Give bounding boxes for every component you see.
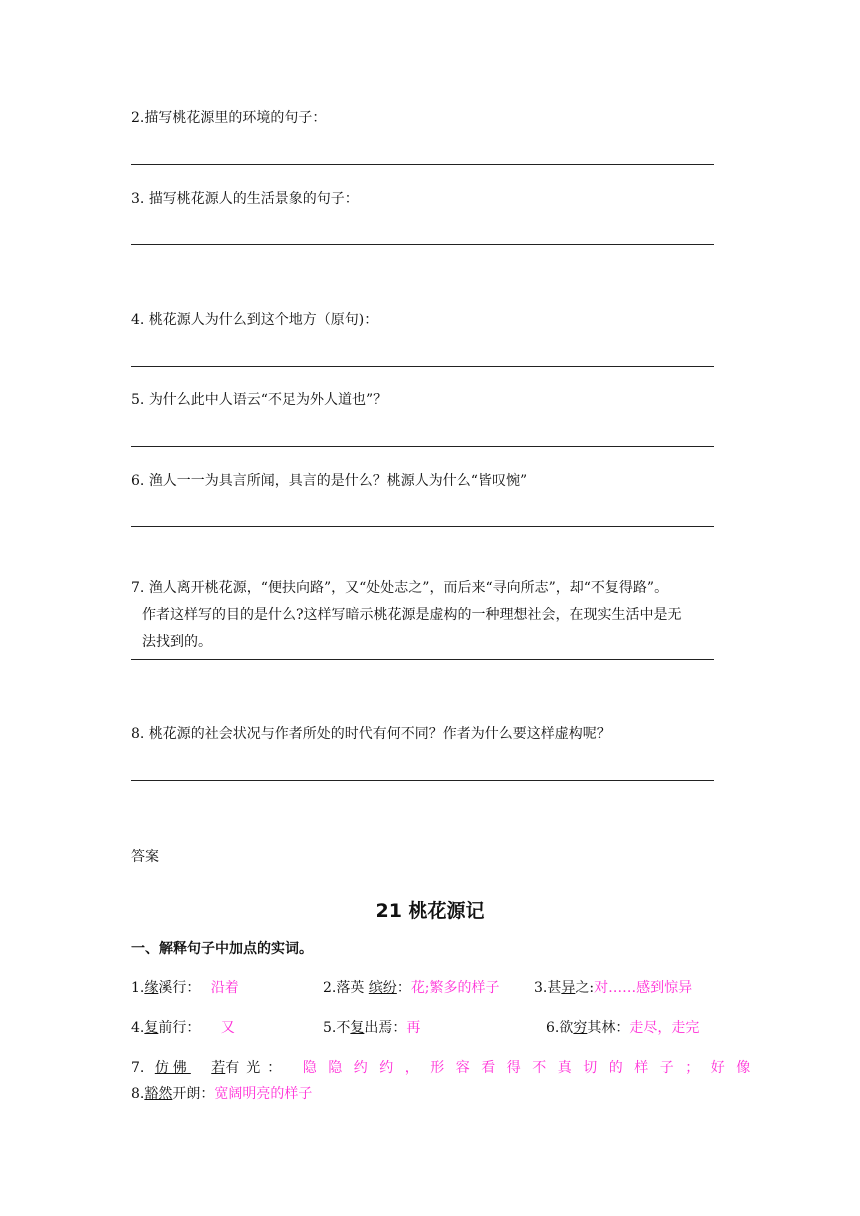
question-2 [131,108,326,128]
answer-line[interactable] [131,366,714,367]
question-number: 2. [131,110,145,126]
answer-row-7: 7. 仿佛 若有光： 隐隐约约，形容看得不真切的样子；好像 [131,1060,762,1076]
question-6 [131,471,527,491]
question-number: 5. [131,392,149,408]
answer-text: 对……感到惊异 [594,980,693,996]
answer-line[interactable] [131,526,714,527]
answer-text: 花;繁多的样子 [410,980,500,996]
question-8 [131,724,611,744]
answer-line[interactable] [131,164,714,165]
answer-item-5: 5.不复出焉：再 [323,1020,421,1036]
answer-text: 沿着 [210,980,239,996]
question-number: 4. [131,312,149,328]
answer-text: 宽阔明亮的样子 [214,1086,313,1102]
question-text: 桃花源的社会状况与作者所处的时代有何不同？作者为什么要这样虚构呢？ [148,726,611,742]
answer-item-1: 1.缘溪行： 沿着 [131,980,239,996]
answer-line[interactable] [131,659,714,660]
answer-label: 答案 [131,849,159,865]
answer-text: 又 [220,1020,235,1036]
lesson-title: 21 桃花源记 [375,900,485,922]
question-number: 8. [131,726,149,742]
answer-item-2: 2.落英 缤纷：花;繁多的样子 [323,980,500,996]
answer-text: 隐隐约约，形容看得不真切的样子；好像 [302,1060,762,1076]
question-text: 为什么此中人语云“不足为外人道也”？ [148,392,388,408]
keyword: 豁然 [144,1086,173,1102]
question-text-continued: 作者这样写的目的是什么?这样写暗示桃花源是虚构的一种理想社会，在现实生活中是无 [142,607,682,623]
question-text: 描写桃花源人的生活景象的句子： [148,191,359,207]
question-number: 7. [131,580,149,596]
answer-line[interactable] [131,244,714,245]
question-text: 渔人一一为具言所闻，具言的是什么？桃源人为什么“皆叹惋” [148,473,528,489]
keyword: 异 [561,980,576,996]
question-5 [131,390,387,410]
question-number: 6. [131,473,149,489]
keyword: 缤纷 [368,980,397,996]
question-3 [131,189,359,209]
question-text: 描写桃花源里的环境的句子： [144,110,327,126]
question-number: 3. [131,191,149,207]
question-4 [131,310,378,330]
question-7 [131,575,731,656]
answer-item-3: 3.甚异之:对……感到惊异 [534,980,693,996]
keyword: 若 [211,1060,226,1076]
keyword: 穷 [573,1020,588,1036]
answer-row-8: 8.豁然开朗：宽阔明亮的样子 [131,1086,313,1102]
question-text-continued: 法找到的。 [142,634,212,650]
question-text: 桃花源人为什么到这个地方（原句)： [148,312,379,328]
keyword: 复 [144,1020,159,1036]
answer-line[interactable] [131,780,714,781]
answer-line[interactable] [131,446,714,447]
keyword: 仿佛 [154,1060,191,1076]
answer-text: 走尽，走完 [629,1020,700,1036]
answer-text: 再 [406,1020,421,1036]
section-heading: 一、解释句子中加点的实词。 [131,941,313,957]
answer-item-4: 4.复前行： 又 [131,1020,235,1036]
keyword: 缘 [144,980,159,996]
question-text: 渔人离开桃花源，“便扶向路”，又“处处志之”，而后来“寻向所志”，却“不复得路”。 [148,580,669,596]
keyword: 复 [350,1020,365,1036]
answer-item-6: 6.欲穷其林：走尽，走完 [546,1020,700,1036]
